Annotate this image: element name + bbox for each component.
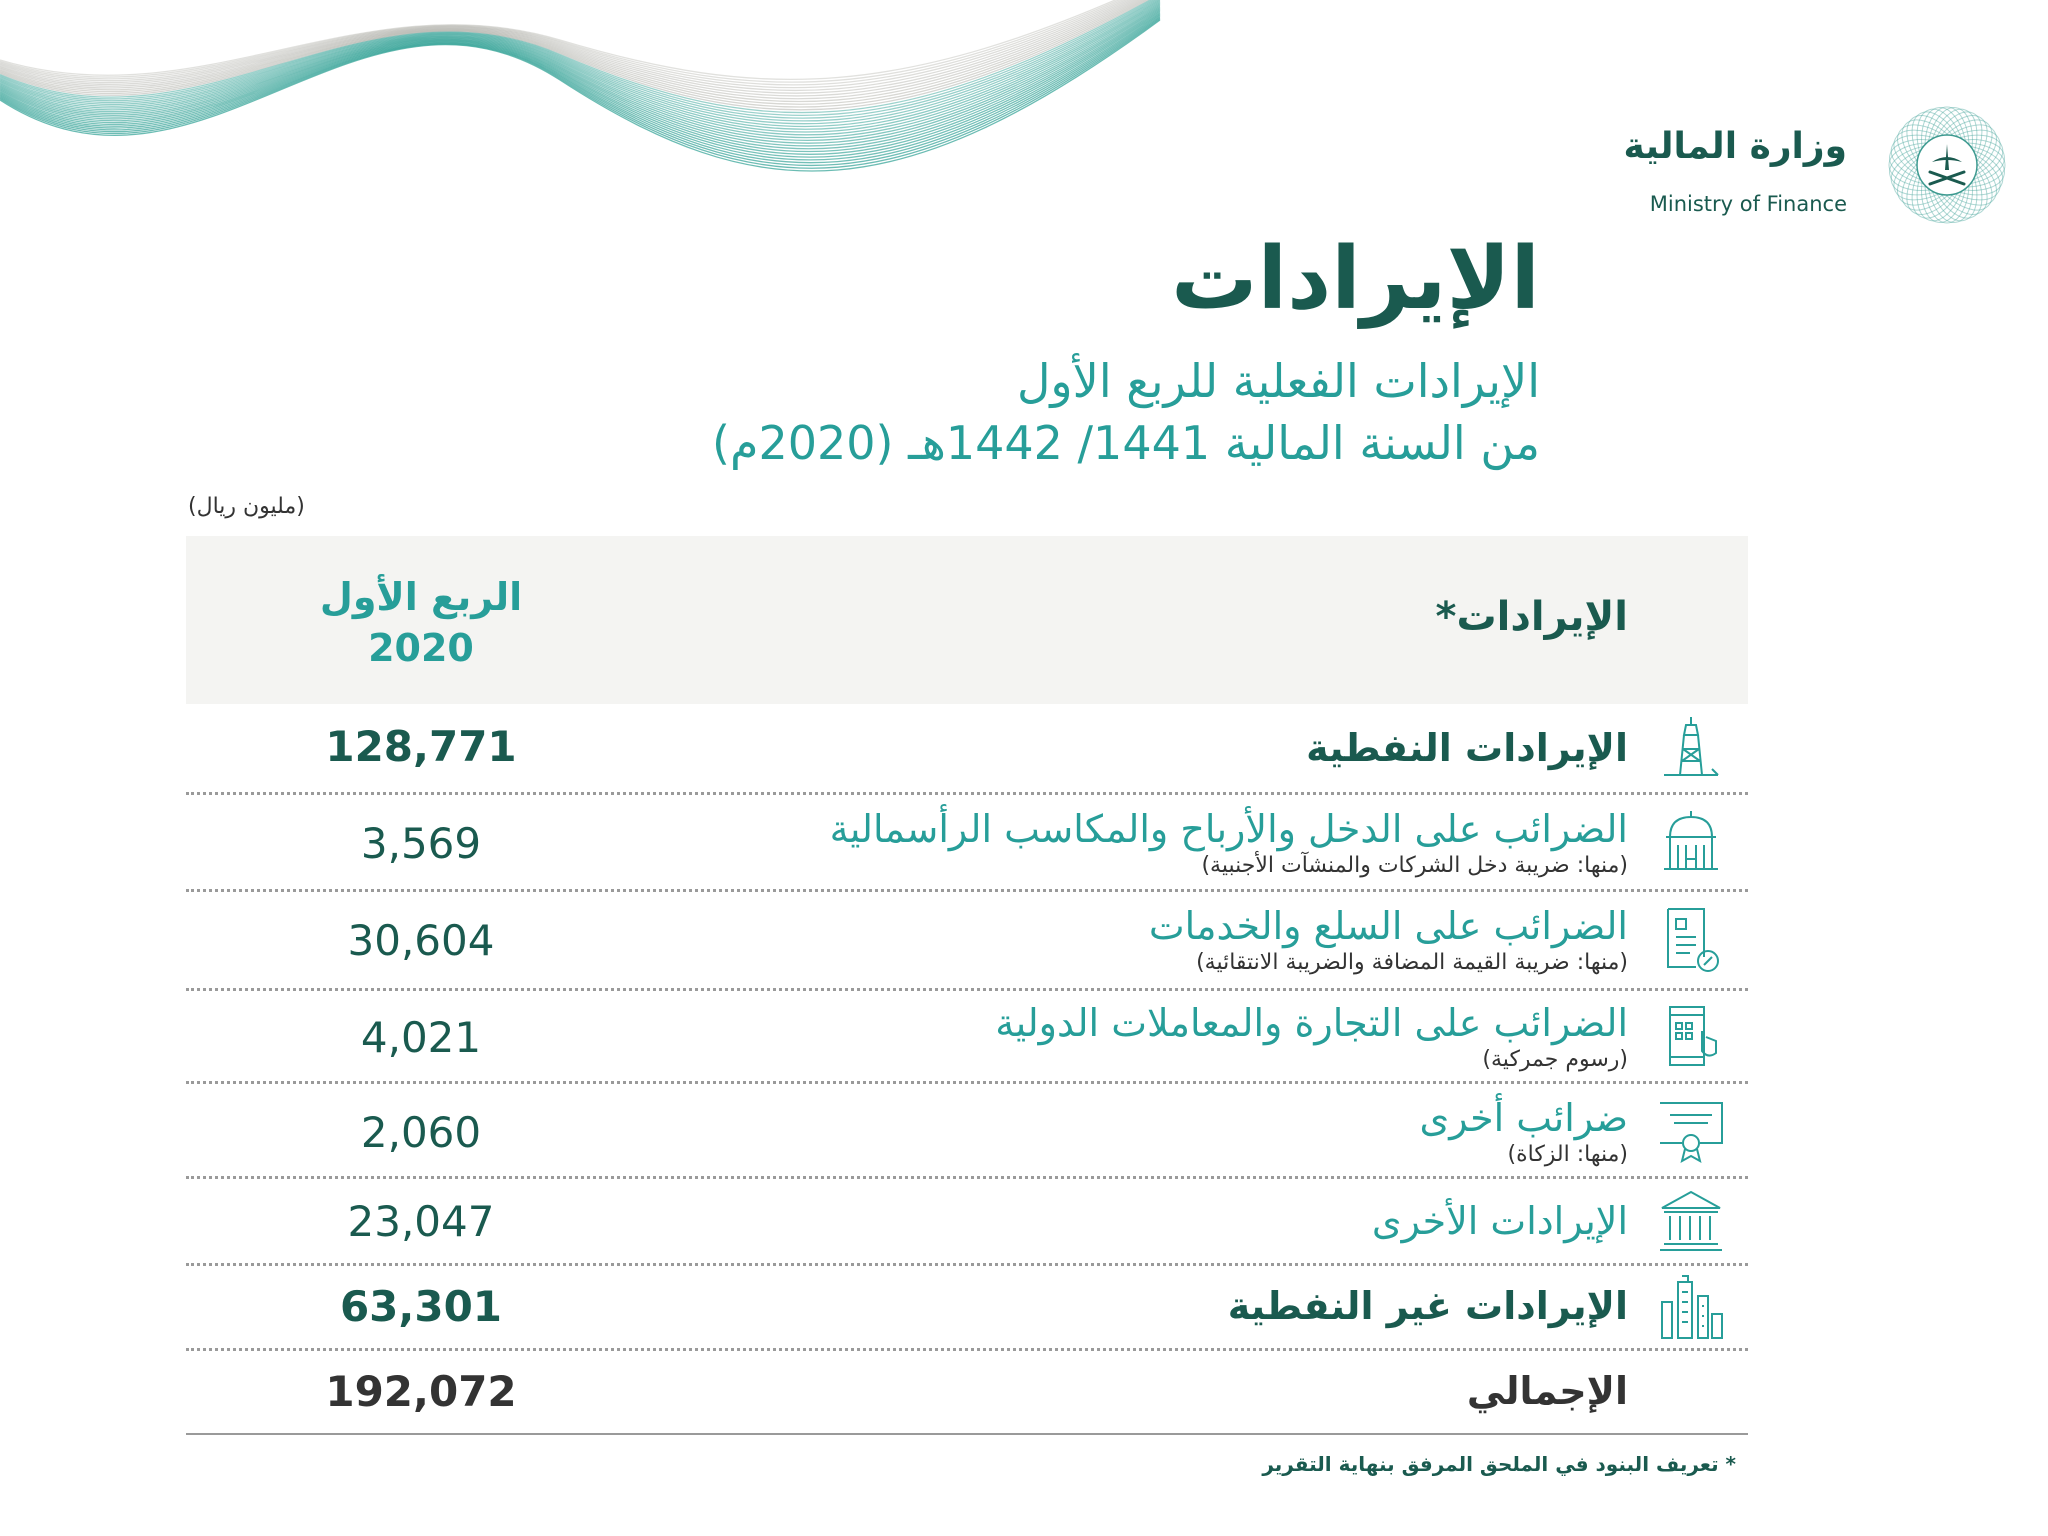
row-value: 2,060 <box>360 1108 482 1157</box>
footnote: * تعريف البنود في الملحق المرفق بنهاية التقرير <box>1262 1452 1736 1476</box>
row-value: 3,569 <box>360 819 482 868</box>
decorative-wave-lines <box>0 0 1200 200</box>
ministry-emblem-icon <box>1882 100 2012 230</box>
tax-document-icon <box>1656 905 1726 975</box>
row-sublabel: (منها: الزكاة) <box>1507 1142 1628 1167</box>
header-revenues: الإيرادات* <box>1435 594 1628 640</box>
ministry-logo <box>1492 100 2012 240</box>
oil-derrick-icon <box>1656 713 1726 783</box>
table-row-other-revenues <box>186 1179 1748 1266</box>
row-label: الضرائب على التجارة والمعاملات الدولية <box>995 1001 1628 1045</box>
mobile-touch-icon <box>1656 1001 1726 1071</box>
table-row-oil-revenues <box>186 704 1748 795</box>
table-row-total <box>186 1351 1748 1435</box>
row-label: الإيرادات النفطية <box>1306 726 1628 770</box>
row-label: ضرائب أخرى <box>1419 1096 1628 1140</box>
revenue-table <box>186 536 1748 1435</box>
row-sublabel: (رسوم جمركية) <box>1482 1047 1628 1072</box>
row-value: 128,771 <box>325 722 517 771</box>
header-quarter <box>286 572 556 675</box>
city-buildings-icon <box>1656 1272 1726 1342</box>
row-label: الإجمالي <box>1466 1369 1628 1413</box>
certificate-icon <box>1656 1095 1726 1165</box>
ministry-name-english: Ministry of Finance <box>1649 192 1847 216</box>
row-sublabel: (منها: ضريبة دخل الشركات والمنشآت الأجنبية) <box>1201 853 1628 878</box>
row-value: 192,072 <box>325 1367 517 1416</box>
row-label: الإيرادات غير النفطية <box>1227 1284 1628 1328</box>
table-row-non-oil-revenues <box>186 1266 1748 1351</box>
row-sublabel: (منها: ضريبة القيمة المضافة والضريبة الانتقائية) <box>1196 950 1628 975</box>
table-row-income-taxes <box>186 795 1748 892</box>
table-header <box>186 536 1748 704</box>
row-value: 63,301 <box>339 1282 503 1331</box>
page-title: الإيرادات <box>1171 229 1540 329</box>
header-quarter-label: الربع الأول <box>319 575 523 619</box>
bank-columns-icon <box>1656 1186 1726 1256</box>
row-label: الإيرادات الأخرى <box>1371 1199 1628 1243</box>
row-value: 23,047 <box>347 1197 495 1246</box>
header-quarter-year: 2020 <box>368 626 474 671</box>
ministry-name-arabic: وزارة المالية <box>1623 126 1847 167</box>
row-value: 30,604 <box>347 916 495 965</box>
subtitle-line-2: من السنة المالية 1441/ 1442هـ (2020م) <box>712 416 1540 470</box>
table-row-goods-services-taxes <box>186 892 1748 991</box>
subtitle-line-1: الإيرادات الفعلية للربع الأول <box>1016 354 1540 408</box>
row-label: الضرائب على السلع والخدمات <box>1148 904 1628 948</box>
table-row-other-taxes <box>186 1084 1748 1179</box>
row-value: 4,021 <box>360 1013 482 1062</box>
unit-note: (مليون ريال) <box>188 494 305 519</box>
table-row-trade-taxes <box>186 991 1748 1084</box>
row-label: الضرائب على الدخل والأرباح والمكاسب الرأسمالية <box>829 807 1628 851</box>
government-building-icon <box>1656 807 1726 877</box>
